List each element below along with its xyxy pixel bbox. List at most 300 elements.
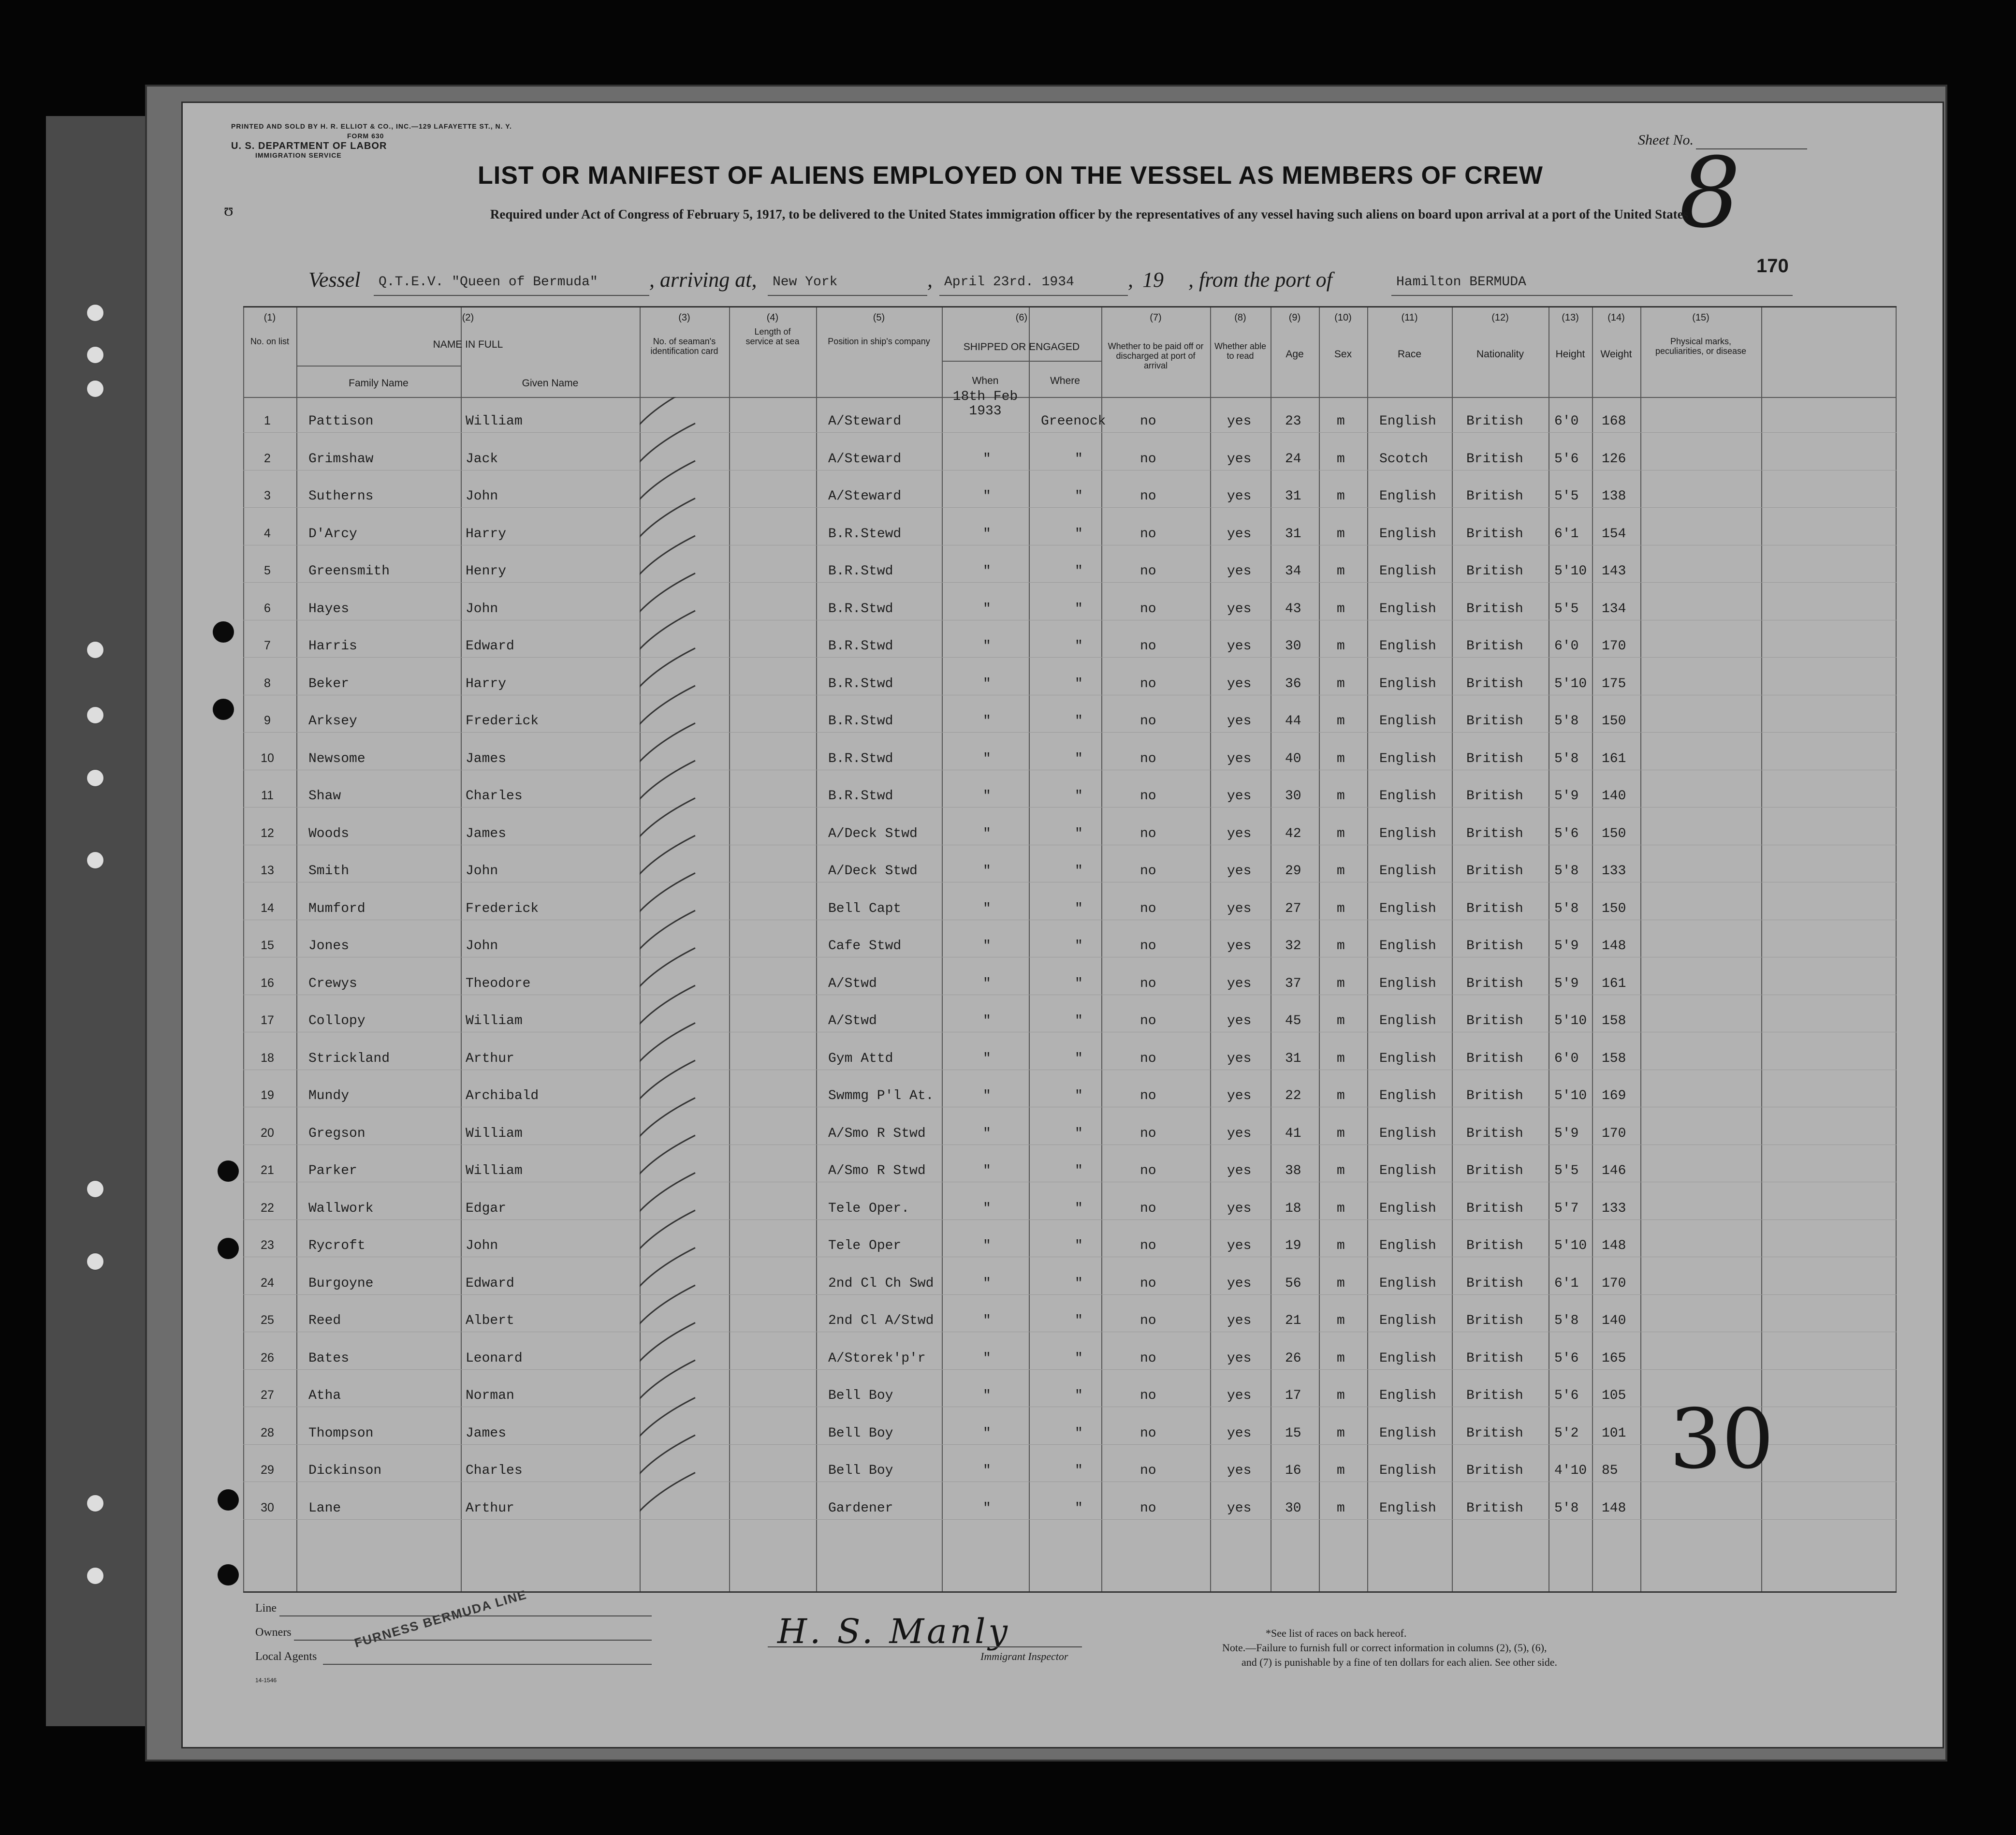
check-mark bbox=[640, 1360, 695, 1401]
able-to-read: yes bbox=[1227, 1013, 1252, 1028]
family-name: Sutherns bbox=[308, 489, 374, 504]
sex: m bbox=[1337, 1126, 1345, 1141]
binder-hole bbox=[213, 621, 234, 643]
shipped-when: " bbox=[983, 1351, 991, 1366]
table-row bbox=[243, 624, 1897, 658]
row-rule bbox=[243, 1294, 1897, 1295]
binder-hole bbox=[218, 1238, 239, 1259]
weight: 165 bbox=[1602, 1351, 1626, 1366]
shipped-where: " bbox=[1075, 1051, 1083, 1066]
check-mark bbox=[640, 1210, 695, 1251]
race: English bbox=[1379, 1500, 1436, 1516]
weight: 154 bbox=[1602, 526, 1626, 542]
row-rule bbox=[243, 582, 1897, 583]
sex: m bbox=[1337, 676, 1345, 691]
family-name: Gregson bbox=[308, 1126, 365, 1141]
position: B.R.Stwd bbox=[828, 601, 893, 617]
manifest-page bbox=[181, 102, 1944, 1748]
binder-hole bbox=[86, 1180, 104, 1198]
row-rule bbox=[243, 1519, 1897, 1520]
nationality: British bbox=[1466, 826, 1523, 841]
weight: 170 bbox=[1602, 1126, 1626, 1141]
family-name: Greensmith bbox=[308, 564, 390, 579]
family-name: Smith bbox=[308, 864, 350, 879]
race: English bbox=[1379, 564, 1436, 579]
binder-hole bbox=[218, 1160, 239, 1182]
race: English bbox=[1379, 789, 1436, 804]
age: 30 bbox=[1285, 789, 1301, 804]
check-mark bbox=[640, 611, 695, 652]
paid-off: no bbox=[1140, 1276, 1156, 1291]
height: 5'5 bbox=[1554, 601, 1579, 617]
shipped-where: " bbox=[1075, 1313, 1083, 1328]
sex: m bbox=[1337, 714, 1345, 729]
position: Bell Boy bbox=[828, 1463, 893, 1478]
arriving-underline bbox=[768, 294, 927, 296]
given-name: William bbox=[466, 1126, 523, 1141]
position: B.R.Stwd bbox=[828, 676, 893, 691]
given-name: Henry bbox=[466, 564, 507, 579]
table-row bbox=[243, 1224, 1897, 1258]
weight: 150 bbox=[1602, 714, 1626, 729]
shipped-when: " bbox=[983, 1388, 991, 1403]
family-name: Strickland bbox=[308, 1051, 390, 1066]
shipped-when: " bbox=[983, 601, 991, 617]
from-underline bbox=[1391, 294, 1793, 296]
sex: m bbox=[1337, 1163, 1345, 1178]
row-number: 27 bbox=[261, 1388, 274, 1402]
owners-label: Owners bbox=[255, 1626, 292, 1639]
given-name: John bbox=[466, 864, 498, 879]
family-name: Arksey bbox=[308, 714, 357, 729]
height: 5'5 bbox=[1554, 489, 1579, 504]
shipped-where: " bbox=[1075, 901, 1083, 916]
weight: 138 bbox=[1602, 489, 1626, 504]
table-row bbox=[243, 849, 1897, 883]
shipped-where: " bbox=[1075, 451, 1083, 467]
row-rule bbox=[243, 432, 1897, 433]
given-name: Edward bbox=[466, 639, 514, 654]
line-label: Line bbox=[255, 1602, 277, 1615]
row-number: 3 bbox=[264, 489, 271, 502]
paid-off: no bbox=[1140, 1051, 1156, 1066]
race: English bbox=[1379, 1276, 1436, 1291]
sex: m bbox=[1337, 1051, 1345, 1066]
height: 5'8 bbox=[1554, 751, 1579, 766]
weight: 170 bbox=[1602, 1276, 1626, 1291]
department: U. S. DEPARTMENT OF LABOR bbox=[231, 141, 387, 151]
signature-line bbox=[768, 1645, 1082, 1647]
position: Tele Oper bbox=[828, 1238, 902, 1253]
nationality: British bbox=[1466, 1051, 1523, 1066]
able-to-read: yes bbox=[1227, 1500, 1252, 1516]
check-mark bbox=[640, 686, 695, 727]
age: 15 bbox=[1285, 1425, 1301, 1441]
weight: 168 bbox=[1602, 414, 1626, 429]
row-number: 25 bbox=[261, 1313, 274, 1327]
c9-num: (9) bbox=[1288, 312, 1301, 323]
paid-off: no bbox=[1140, 1500, 1156, 1516]
race: English bbox=[1379, 676, 1436, 691]
race: English bbox=[1379, 639, 1436, 654]
race: English bbox=[1379, 526, 1436, 542]
c8-num: (8) bbox=[1234, 312, 1246, 323]
able-to-read: yes bbox=[1227, 489, 1252, 504]
check-mark bbox=[640, 1285, 695, 1326]
company-stamp: FURNESS BERMUDA LINE bbox=[352, 1587, 529, 1651]
check-mark bbox=[640, 836, 695, 877]
shipped-when: " bbox=[983, 451, 991, 467]
sex: m bbox=[1337, 489, 1345, 504]
race: English bbox=[1379, 864, 1436, 879]
height: 5'6 bbox=[1554, 1351, 1579, 1366]
family-name: Grimshaw bbox=[308, 451, 374, 467]
c11-header: Race bbox=[1397, 349, 1422, 360]
row-number: 21 bbox=[261, 1163, 274, 1177]
row-number: 17 bbox=[261, 1013, 274, 1027]
family-name: Mundy bbox=[308, 1088, 350, 1103]
paid-off: no bbox=[1140, 1201, 1156, 1216]
able-to-read: yes bbox=[1227, 414, 1252, 429]
shipped-where: Greenock bbox=[1041, 414, 1106, 429]
able-to-read: yes bbox=[1227, 901, 1252, 916]
binder-hole bbox=[86, 706, 104, 724]
able-to-read: yes bbox=[1227, 1351, 1252, 1366]
given-name: Edgar bbox=[466, 1201, 507, 1216]
height: 5'8 bbox=[1554, 1313, 1579, 1328]
height: 5'9 bbox=[1554, 789, 1579, 804]
race: English bbox=[1379, 751, 1436, 766]
table-row bbox=[243, 1037, 1897, 1071]
paid-off: no bbox=[1140, 1313, 1156, 1328]
row-rule bbox=[243, 507, 1897, 508]
c2b-header: Given Name bbox=[522, 378, 579, 389]
race: English bbox=[1379, 1351, 1436, 1366]
given-name: John bbox=[466, 601, 498, 617]
weight: 150 bbox=[1602, 826, 1626, 841]
able-to-read: yes bbox=[1227, 1238, 1252, 1253]
binder-hole bbox=[86, 769, 104, 787]
given-name: John bbox=[466, 1238, 498, 1253]
position: A/Steward bbox=[828, 451, 902, 467]
nationality: British bbox=[1466, 1276, 1523, 1291]
sex: m bbox=[1337, 1425, 1345, 1441]
table-row bbox=[243, 474, 1897, 508]
paid-off: no bbox=[1140, 789, 1156, 804]
sex: m bbox=[1337, 1388, 1345, 1403]
age: 45 bbox=[1285, 1013, 1301, 1028]
position: B.R.Stwd bbox=[828, 751, 893, 766]
height: 6'0 bbox=[1554, 639, 1579, 654]
able-to-read: yes bbox=[1227, 939, 1252, 954]
sex: m bbox=[1337, 1500, 1345, 1516]
shipped-when: " bbox=[983, 864, 991, 879]
row-rule bbox=[243, 1369, 1897, 1370]
comma-1: , bbox=[927, 268, 933, 292]
position: A/Smo R Stwd bbox=[828, 1126, 926, 1141]
position: A/Storek'p'r bbox=[828, 1351, 926, 1366]
shipped-where: " bbox=[1075, 1463, 1083, 1478]
table-row bbox=[243, 999, 1897, 1033]
table-row bbox=[243, 1149, 1897, 1183]
shipped-where: " bbox=[1075, 676, 1083, 691]
binder-hole bbox=[218, 1489, 239, 1511]
position: Gym Attd bbox=[828, 1051, 893, 1066]
nationality: British bbox=[1466, 1425, 1523, 1441]
given-name: Leonard bbox=[466, 1351, 523, 1366]
row-number: 6 bbox=[264, 601, 271, 615]
able-to-read: yes bbox=[1227, 864, 1252, 879]
height: 6'0 bbox=[1554, 1051, 1579, 1066]
shipped-where: " bbox=[1075, 1163, 1083, 1178]
sex: m bbox=[1337, 1088, 1345, 1103]
binder-hole bbox=[218, 1564, 239, 1585]
nationality: British bbox=[1466, 1238, 1523, 1253]
given-name: John bbox=[466, 939, 498, 954]
weight: 146 bbox=[1602, 1163, 1626, 1178]
position: Cafe Stwd bbox=[828, 939, 902, 954]
paid-off: no bbox=[1140, 714, 1156, 729]
c1-num: (1) bbox=[263, 312, 276, 323]
family-name: Shaw bbox=[308, 789, 341, 804]
family-name: Atha bbox=[308, 1388, 341, 1403]
weight: 170 bbox=[1602, 639, 1626, 654]
height: 5'9 bbox=[1554, 939, 1579, 954]
family-name: Bates bbox=[308, 1351, 350, 1366]
shipped-when: " bbox=[983, 826, 991, 841]
shipped-where: " bbox=[1075, 1388, 1083, 1403]
binder-hole bbox=[86, 380, 104, 398]
vessel-value: Q.T.E.V. "Queen of Bermuda" bbox=[379, 275, 598, 290]
nationality: British bbox=[1466, 901, 1523, 916]
comma-2: , bbox=[1128, 268, 1133, 292]
row-number: 29 bbox=[261, 1463, 274, 1477]
family-name: Mumford bbox=[308, 901, 365, 916]
paid-off: no bbox=[1140, 526, 1156, 542]
race: English bbox=[1379, 414, 1436, 429]
shipped-when: " bbox=[983, 1500, 991, 1516]
shipped-where: " bbox=[1075, 489, 1083, 504]
age: 38 bbox=[1285, 1163, 1301, 1178]
position: B.R.Stwd bbox=[828, 789, 893, 804]
position: A/Smo R Stwd bbox=[828, 1163, 926, 1178]
shipped-when: " bbox=[983, 489, 991, 504]
sheet-number: 8 bbox=[1679, 137, 1741, 250]
family-name: Lane bbox=[308, 1500, 341, 1516]
row-number: 2 bbox=[264, 451, 271, 465]
family-name: Hayes bbox=[308, 601, 350, 617]
shipped-when: " bbox=[983, 564, 991, 579]
shipped-where: " bbox=[1075, 1500, 1083, 1516]
c3-header: No. of seaman's identification card bbox=[650, 337, 718, 356]
shipped-when: " bbox=[983, 1163, 991, 1178]
sex: m bbox=[1337, 1313, 1345, 1328]
nationality: British bbox=[1466, 526, 1523, 542]
agents-underline bbox=[323, 1663, 652, 1665]
paid-off: no bbox=[1140, 1388, 1156, 1403]
row-rule bbox=[243, 657, 1897, 658]
nationality: British bbox=[1466, 601, 1523, 617]
able-to-read: yes bbox=[1227, 1088, 1252, 1103]
c13-num: (13) bbox=[1562, 312, 1579, 323]
height: 5'8 bbox=[1554, 901, 1579, 916]
sex: m bbox=[1337, 976, 1345, 991]
sex: m bbox=[1337, 789, 1345, 804]
c11-num: (11) bbox=[1401, 312, 1418, 323]
table-row bbox=[243, 549, 1897, 583]
position: Swmmg P'l At. bbox=[828, 1088, 934, 1103]
family-name: D'Arcy bbox=[308, 526, 357, 542]
binder-hole bbox=[86, 1252, 104, 1271]
binder-hole bbox=[86, 346, 104, 364]
paid-off: no bbox=[1140, 1463, 1156, 1478]
c2a-header: Family Name bbox=[349, 378, 409, 389]
nationality: British bbox=[1466, 714, 1523, 729]
nationality: British bbox=[1466, 639, 1523, 654]
family-name: Harris bbox=[308, 639, 357, 654]
age: 32 bbox=[1285, 939, 1301, 954]
nationality: British bbox=[1466, 1013, 1523, 1028]
able-to-read: yes bbox=[1227, 1463, 1252, 1478]
shipped-where: " bbox=[1075, 564, 1083, 579]
age: 31 bbox=[1285, 489, 1301, 504]
margin-mark: ʊ bbox=[224, 200, 234, 220]
nationality: British bbox=[1466, 1500, 1523, 1516]
paid-off: no bbox=[1140, 1126, 1156, 1141]
from-value: Hamilton BERMUDA bbox=[1396, 275, 1526, 290]
family-name: Thompson bbox=[308, 1425, 374, 1441]
height: 5'10 bbox=[1554, 1013, 1587, 1028]
check-mark bbox=[640, 910, 695, 952]
race: English bbox=[1379, 1088, 1436, 1103]
nationality: British bbox=[1466, 864, 1523, 879]
weight: 148 bbox=[1602, 1500, 1626, 1516]
binder-hole bbox=[86, 1567, 104, 1585]
c4-num: (4) bbox=[766, 312, 779, 323]
age: 43 bbox=[1285, 601, 1301, 617]
printer-line: PRINTED AND SOLD BY H. R. ELLIOT & CO., INC.—129 LAFAYETTE ST., N. Y. bbox=[231, 122, 512, 130]
binder-hole bbox=[86, 304, 104, 322]
c6-header: SHIPPED OR ENGAGED bbox=[963, 341, 1080, 352]
check-mark bbox=[640, 798, 695, 839]
check-mark bbox=[640, 1398, 695, 1439]
age: 40 bbox=[1285, 751, 1301, 766]
nationality: British bbox=[1466, 789, 1523, 804]
c6b-header: Where bbox=[1050, 375, 1080, 386]
shipped-when: " bbox=[983, 789, 991, 804]
c1-header: No. on list bbox=[250, 337, 290, 346]
age: 16 bbox=[1285, 1463, 1301, 1478]
race: English bbox=[1379, 1201, 1436, 1216]
check-mark bbox=[640, 1023, 695, 1064]
agents-label: Local Agents bbox=[255, 1650, 317, 1663]
fine-note-1: Note.—Failure to furnish full or correct information in columns (2), (5), (6), bbox=[1222, 1642, 1547, 1654]
check-mark bbox=[640, 873, 695, 914]
table-row bbox=[243, 737, 1897, 771]
c12-header: Nationality bbox=[1476, 349, 1524, 360]
paid-off: no bbox=[1140, 1425, 1156, 1441]
sex: m bbox=[1337, 564, 1345, 579]
binder-hole bbox=[86, 1494, 104, 1512]
row-number: 4 bbox=[264, 526, 271, 540]
c6-num: (6) bbox=[1015, 312, 1028, 323]
age: 44 bbox=[1285, 714, 1301, 729]
shipped-when: " bbox=[983, 676, 991, 691]
able-to-read: yes bbox=[1227, 1388, 1252, 1403]
family-name: Parker bbox=[308, 1163, 357, 1178]
weight: 175 bbox=[1602, 676, 1626, 691]
given-name: William bbox=[466, 1013, 523, 1028]
table-row bbox=[243, 662, 1897, 696]
given-name: Arthur bbox=[466, 1051, 514, 1066]
height: 5'10 bbox=[1554, 1088, 1587, 1103]
height: 5'9 bbox=[1554, 976, 1579, 991]
position: A/Stwd bbox=[828, 1013, 877, 1028]
family-name: Wallwork bbox=[308, 1201, 374, 1216]
given-name: John bbox=[466, 489, 498, 504]
c9-header: Age bbox=[1286, 349, 1304, 360]
able-to-read: yes bbox=[1227, 789, 1252, 804]
family-name: Woods bbox=[308, 826, 350, 841]
paid-off: no bbox=[1140, 1238, 1156, 1253]
race: Scotch bbox=[1379, 451, 1428, 467]
given-name: James bbox=[466, 1425, 507, 1441]
shipped-when: " bbox=[983, 976, 991, 991]
table-row bbox=[243, 1262, 1897, 1295]
shipped-when: " bbox=[983, 1238, 991, 1253]
race: English bbox=[1379, 489, 1436, 504]
race: English bbox=[1379, 1051, 1436, 1066]
given-name: James bbox=[466, 751, 507, 766]
position: Tele Oper. bbox=[828, 1201, 910, 1216]
height: 5'8 bbox=[1554, 1500, 1579, 1516]
table-row bbox=[243, 1112, 1897, 1145]
sex: m bbox=[1337, 864, 1345, 879]
table-row bbox=[243, 1411, 1897, 1445]
shipped-when: " bbox=[983, 901, 991, 916]
check-mark bbox=[640, 648, 695, 690]
check-mark bbox=[640, 985, 695, 1027]
nationality: British bbox=[1466, 489, 1523, 504]
family-name: Jones bbox=[308, 939, 350, 954]
position: Bell Capt bbox=[828, 901, 902, 916]
weight: 126 bbox=[1602, 451, 1626, 467]
able-to-read: yes bbox=[1227, 1425, 1252, 1441]
given-name: Edward bbox=[466, 1276, 514, 1291]
shipped-where: " bbox=[1075, 714, 1083, 729]
able-to-read: yes bbox=[1227, 526, 1252, 542]
shipped-when: " bbox=[983, 1313, 991, 1328]
paid-off: no bbox=[1140, 451, 1156, 467]
row-number: 20 bbox=[261, 1126, 274, 1140]
row-number: 15 bbox=[261, 939, 274, 952]
row-number: 18 bbox=[261, 1051, 274, 1065]
table-row bbox=[243, 924, 1897, 958]
sex: m bbox=[1337, 526, 1345, 542]
age: 22 bbox=[1285, 1088, 1301, 1103]
given-name: Harry bbox=[466, 676, 507, 691]
able-to-read: yes bbox=[1227, 1163, 1252, 1178]
position: Bell Boy bbox=[828, 1425, 893, 1441]
position: B.R.Stewd bbox=[828, 526, 902, 542]
paid-off: no bbox=[1140, 1013, 1156, 1028]
check-mark bbox=[640, 1473, 695, 1514]
check-mark bbox=[640, 536, 695, 577]
race: English bbox=[1379, 901, 1436, 916]
able-to-read: yes bbox=[1227, 451, 1252, 467]
c12-num: (12) bbox=[1491, 312, 1509, 323]
age: 30 bbox=[1285, 1500, 1301, 1516]
